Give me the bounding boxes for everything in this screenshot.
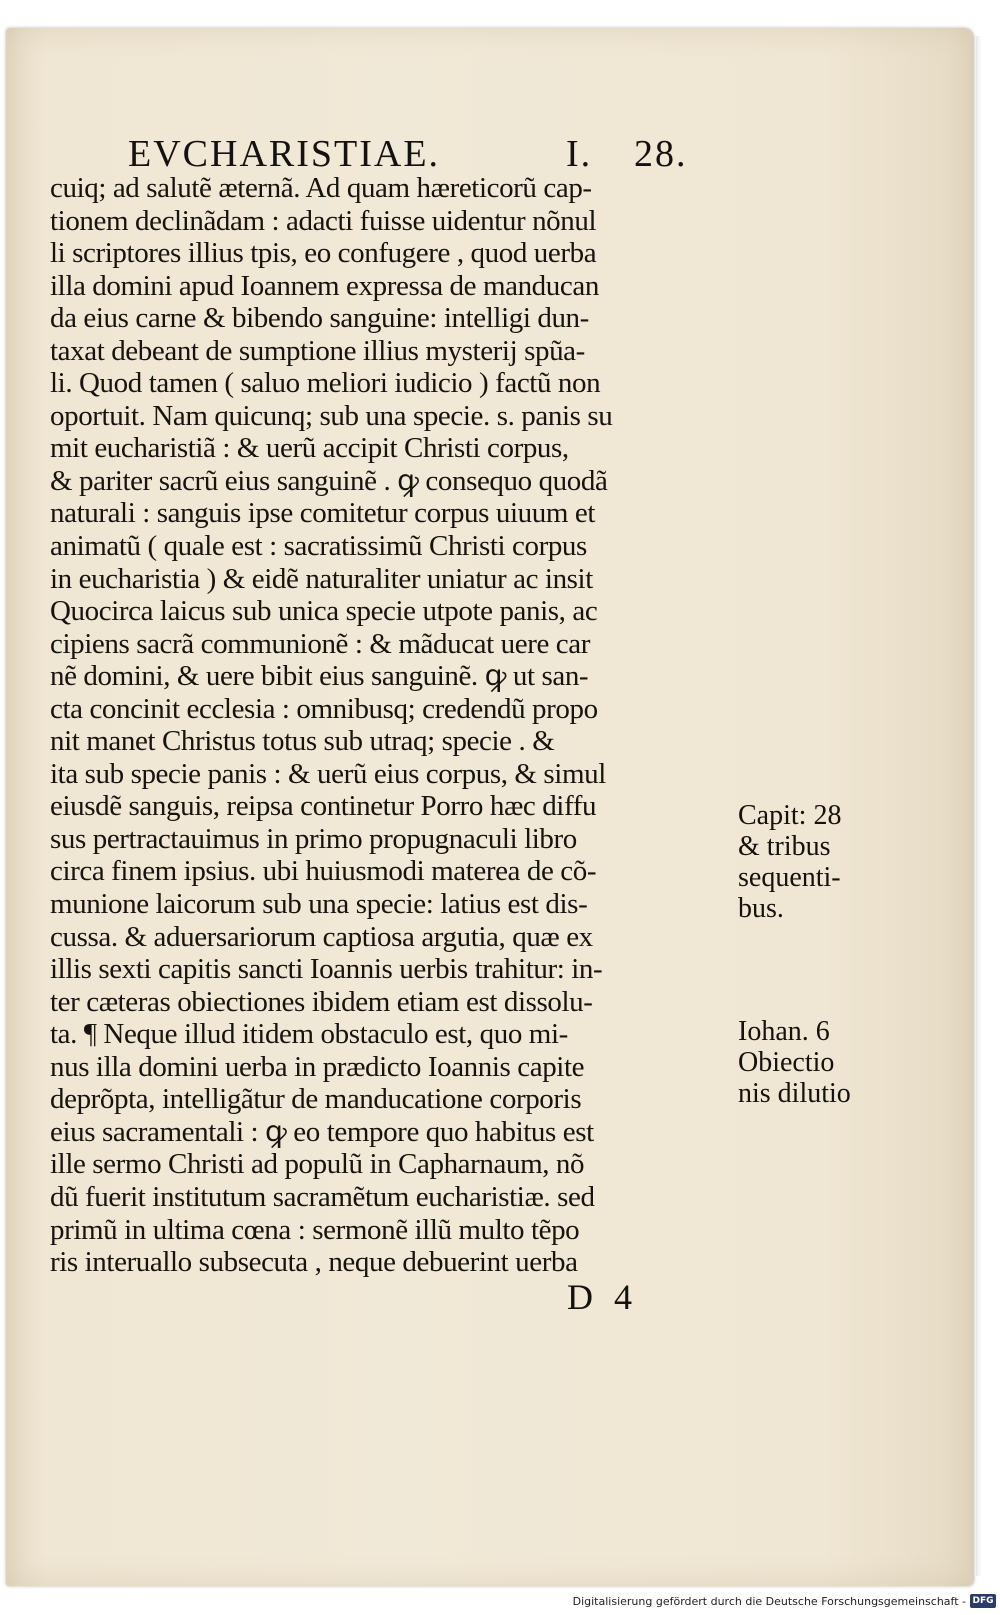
margin-note-line: nis dilutio <box>738 1078 851 1109</box>
text-line: ter cæteras obiectiones ibidem etiam est dissolu- <box>50 985 593 1018</box>
signature-mark: D 4 <box>567 1277 638 1317</box>
body-text <box>50 172 730 1279</box>
text-line: in eucharistia ) & eidẽ naturaliter uniatur ac insit <box>50 562 593 595</box>
margin-note-line: Iohan. 6 <box>738 1016 830 1047</box>
text-line: illis sexti capitis sancti Ioannis uerbis trahitur: in- <box>50 953 603 986</box>
text-line: deprõpta, intelligãtur de manducatione corporis <box>50 1083 582 1116</box>
text-line: tionem declinãdam : adacti fuisse uidentur nõnul <box>50 204 597 237</box>
text-line: nit manet Christus totus sub utraq; specie . & <box>50 725 555 758</box>
text-line: primũ in ultima cœna : sermonẽ illũ multo tẽpo <box>50 1213 580 1246</box>
text-line: cuiq; ad salutẽ æternã. Ad quam hæreticorũ cap- <box>50 172 592 204</box>
text-line: ta. ¶ Neque illud itidem obstaculo est, quo mi- <box>50 1018 568 1051</box>
text-line: ita sub specie panis : & uerũ eius corpus, & simul <box>50 757 606 790</box>
text-line: dũ fuerit institutum sacramẽtum eucharistiæ. sed <box>50 1180 595 1213</box>
text-line: & pariter sacrũ eius sanguinẽ . ꝙ consequo quodã <box>50 464 608 497</box>
text-line: da eius carne & bibendo sanguine: intelligi dun- <box>50 302 589 335</box>
text-line: nẽ domini, & uere bibit eius sanguinẽ. ꝙ ut san- <box>50 660 589 693</box>
text-line: circa finem ipsius. ubi huiusmodi materea de cõ- <box>50 855 597 888</box>
margin-note-line: sequenti- <box>738 862 841 893</box>
text-line: nus illa domini uerba in prædicto Ioannis capite <box>50 1050 585 1083</box>
margin-note-line: bus. <box>738 893 784 924</box>
margin-note-line: & tribus <box>738 831 831 862</box>
text-line: eiusdẽ sanguis, reipsa continetur Porro hæc diffu <box>50 790 597 823</box>
text-line: animatũ ( quale est : sacratissimũ Christi corpus <box>50 530 587 563</box>
margin-note-objection <box>738 1016 851 1109</box>
text-line: li scriptores illius tpis, eo confugere , quod uerba <box>50 237 597 270</box>
text-line: ille sermo Christi ad populũ in Capharnaum, nõ <box>50 1148 585 1181</box>
page-edge-shadow <box>976 36 982 1576</box>
text-line: mit eucharistiã : & uerũ accipit Christi corpus, <box>50 432 569 465</box>
digitization-credit: Digitalisierung gefördert durch die Deutsche Forschungsgemeinschaft - <box>572 1595 966 1608</box>
text-line: sus pertractauimus in primo propugnaculi libro <box>50 822 577 855</box>
text-line: cta concinit ecclesia : omnibusq; credendũ propo <box>50 692 598 725</box>
margin-note-line: Capit: 28 <box>738 800 842 831</box>
text-line: munione laicorum sub una specie: latius est dis- <box>50 888 588 921</box>
dfg-logo-icon: DFG <box>970 1594 996 1608</box>
text-line: illa domini apud Ioannem expressa de manducan <box>50 269 599 302</box>
text-line: eius sacramentali : ꝙ eo tempore quo habitus est <box>50 1115 594 1148</box>
text-line: Quocirca laicus sub unica specie utpote panis, ac <box>50 595 598 628</box>
page-number: 28. <box>634 133 688 175</box>
text-line: ris interuallo subsecuta , neque debuerint uerba <box>50 1246 578 1279</box>
text-line: oportuit. Nam quicunq; sub una specie. s. panis su <box>50 399 613 432</box>
text-line: taxat debeant de sumptione illius mysterij spũa- <box>50 334 585 367</box>
text-line: naturali : sanguis ipse comitetur corpus uiuum et <box>50 497 595 530</box>
text-line: cipiens sacrã communionẽ : & mãducat uere car <box>50 627 591 660</box>
text-line: cussa. & aduersariorum captiosa argutia, quæ ex <box>50 920 593 953</box>
running-head-section: I. <box>566 133 593 175</box>
text-line: li. Quod tamen ( saluo meliori iudicio ) factũ non <box>50 367 601 400</box>
running-head-title: EVCHARISTIAE. <box>128 133 441 175</box>
margin-note-chapter-ref <box>738 800 841 924</box>
margin-note-line: Obiectio <box>738 1047 835 1078</box>
